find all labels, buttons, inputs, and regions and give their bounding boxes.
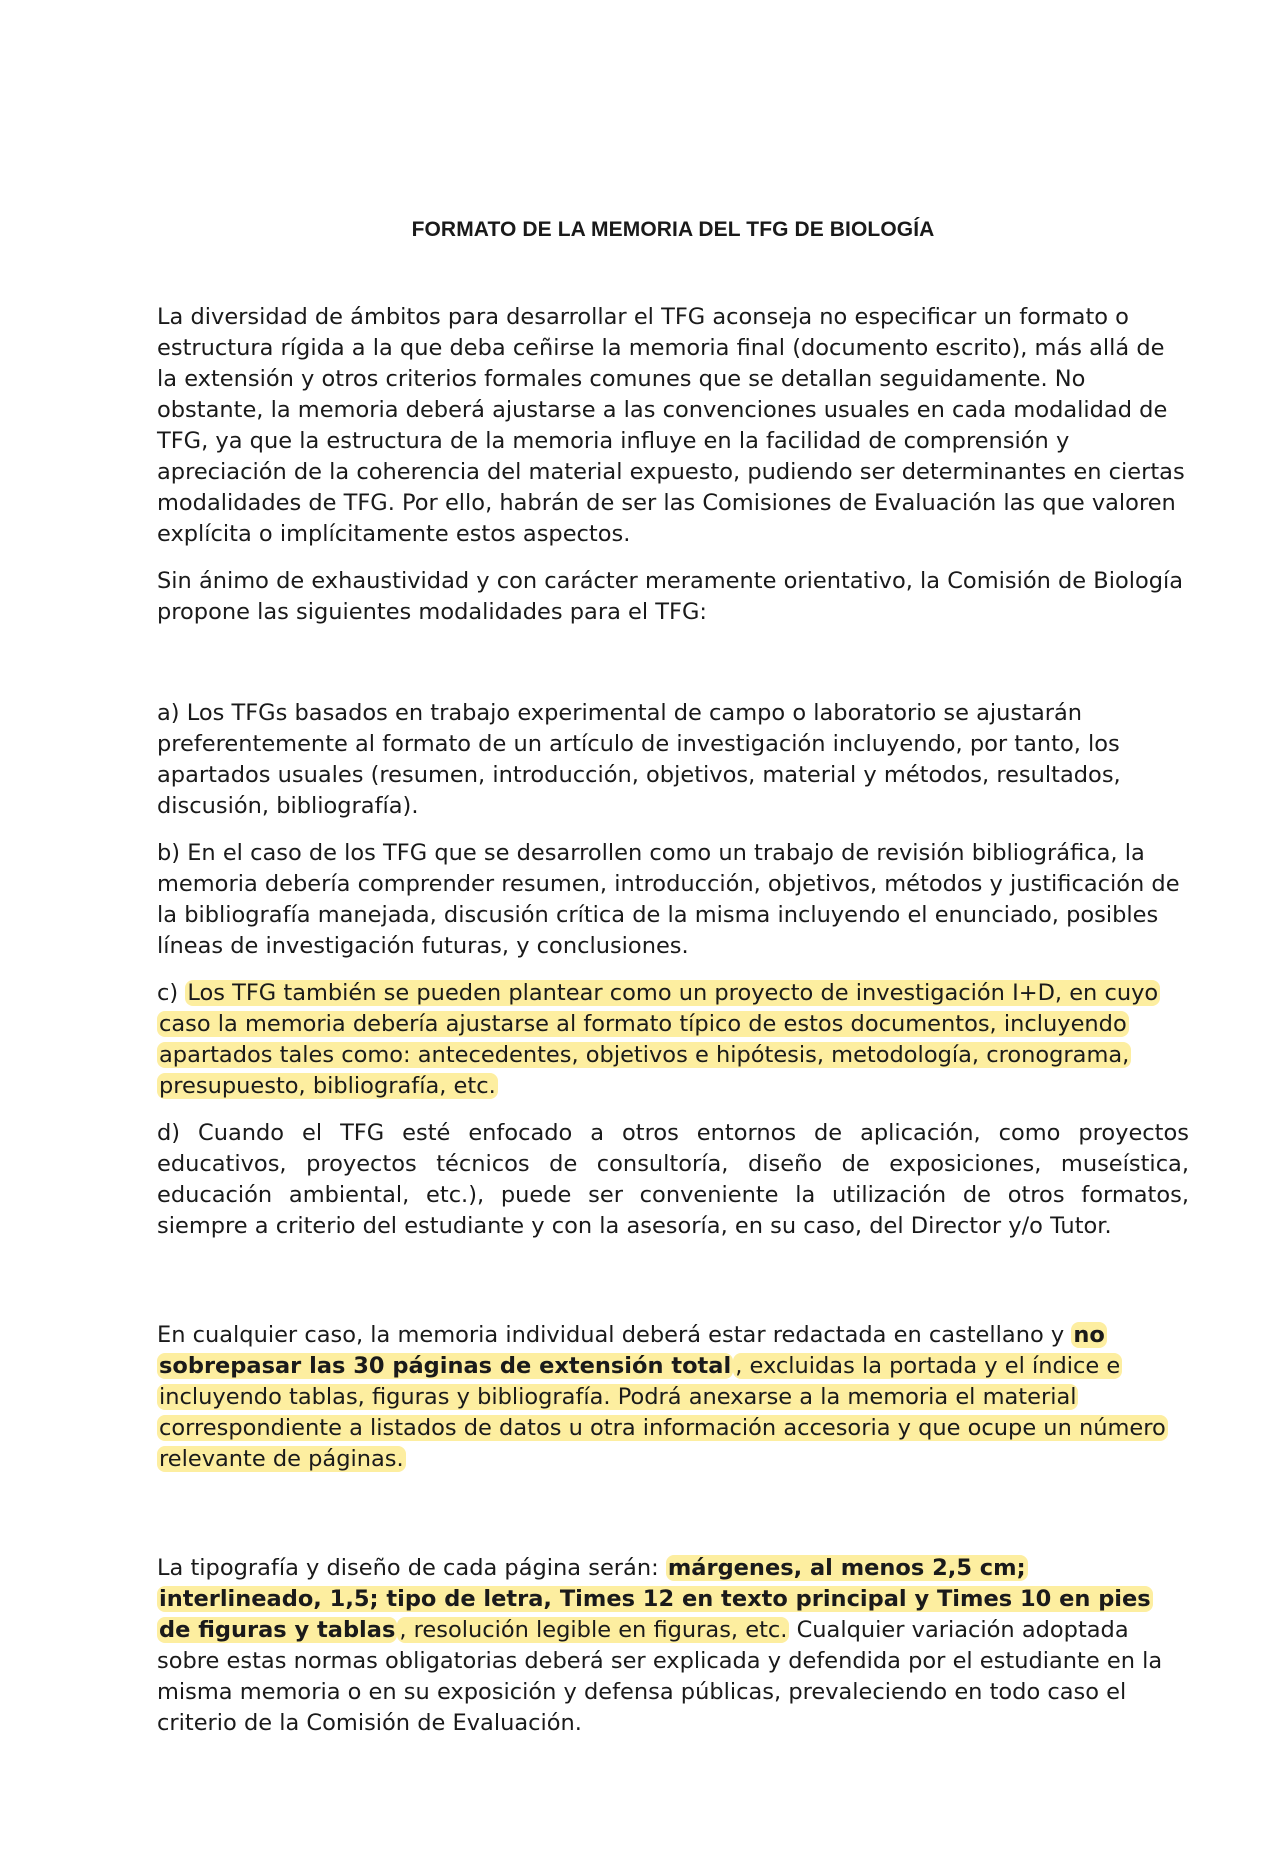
extension-paragraph [157, 1320, 1189, 1475]
document-title: FORMATO DE LA MEMORIA DEL TFG DE BIOLOGÍA [411, 218, 935, 241]
typography-rest: Cualquier variación adoptada sobre estas normas obligatorias deberá ser explicada y defendida por el estudiante en la misma memoria o en su exposición y defensa públicas, prevaleciendo en todo caso el criterio de la Comisión de Evaluación. [157, 1617, 1163, 1736]
typography-paragraph [157, 1553, 1189, 1739]
typography-prefix: La tipografía y diseño de cada página serán: [157, 1555, 666, 1581]
modality-c-paragraph [157, 978, 1189, 1102]
modalities-intro-paragraph: Sin ánimo de exhaustividad y con carácter meramente orientativo, la Comisión de Biología propone las siguientes modalidades para el TFG: [157, 568, 1184, 625]
modality-d-paragraph: d) Cuando el TFG esté enfocado a otros entornos de aplicación, como proyectos educativos, proyectos técnicos de consultoría, diseño de exposiciones, museística, educación ambiental, etc.), puede ser conveniente la utilización de otros formatos, siempre a criterio del estudiante y con la asesoría, en su caso, del Director y/o Tutor. [157, 1120, 1189, 1239]
extension-prefix: En cualquier caso, la memoria individual deberá estar redactada en castellano y [157, 1322, 1072, 1348]
modality-a-paragraph: a) Los TFGs basados en trabajo experimental de campo o laboratorio se ajustarán preferentemente al formato de un artículo de investigación incluyendo, por tanto, los apartados usuales (resumen, introducción, objetivos, material y métodos, resultados, discusión, bibliografía). [157, 700, 1121, 819]
extension-bold-highlight: no sobrepasar las 30 páginas de extensión total [159, 1322, 1105, 1379]
typography-highlight: , resolución legible en figuras, etc. [399, 1617, 788, 1643]
intro-paragraph: La diversidad de ámbitos para desarrollar el TFG aconseja no especificar un formato o estructura rígida a la que deba ceñirse la memoria final (documento escrito), más allá de la extensión y otros criterios formales comunes que se detallan seguidamente. No obstante, la memoria deberá ajustarse a las convenciones usuales en cada modalidad de TFG, ya que la estructura de la memoria influye en la facilidad de comprensión y apreciación de la coherencia del material expuesto, pudiendo ser determinantes en ciertas modalidades de TFG. Por ello, habrán de ser las Comisiones de Evaluación las que valoren explícita o implícitamente estos aspectos. [157, 304, 1185, 547]
extension-highlight: , excluidas la portada y el índice e incluyendo tablas, figuras y bibliografía. Podrá anexarse a la memoria el material correspondiente a listados de datos u otra información accesoria y que ocupe un número relevante de páginas. [159, 1353, 1166, 1472]
document-page [157, 218, 1189, 1739]
modality-c-highlight: Los TFG también se pueden plantear como un proyecto de investigación I+D, en cuyo caso la memoria debería ajustarse al formato típico de estos documentos, incluyendo apartados tales como: antecedentes, objetivos e hipótesis, metodología, cronograma, presupuesto, bibliografía, etc. [159, 980, 1159, 1099]
modality-b-paragraph: b) En el caso de los TFG que se desarrollen como un trabajo de revisión bibliográfica, la memoria debería comprender resumen, introducción, objetivos, métodos y justificación de la bibliografía manejada, discusión crítica de la misma incluyendo el enunciado, posibles líneas de investigación futuras, y conclusiones. [157, 840, 1180, 959]
typography-bold-highlight: márgenes, al menos 2,5 cm; interlineado, 1,5; tipo de letra, Times 12 en texto principal y Times 10 en pies de figuras y tablas [159, 1555, 1151, 1643]
modality-c-prefix: c) [157, 980, 186, 1006]
